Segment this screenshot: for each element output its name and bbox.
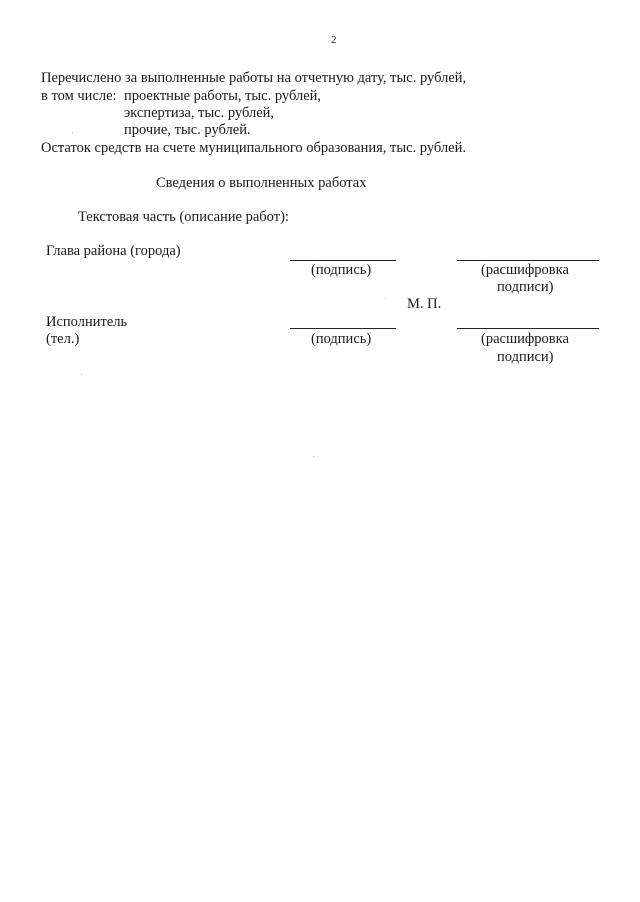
head-role-label: Глава района (города) [46, 243, 181, 259]
executor-decoding-caption-cont: подписи) [497, 349, 554, 365]
head-decoding-line[interactable] [457, 260, 599, 261]
seal-mark: М. П. [407, 296, 442, 312]
scan-speck [81, 374, 82, 375]
including-prefix: в том числе: [41, 88, 117, 104]
page-number: 2 [331, 34, 337, 46]
executor-decoding-caption: (расшифровка [481, 331, 569, 347]
head-signature-caption: (подпись) [311, 262, 372, 278]
head-decoding-caption: (расшифровка [481, 262, 569, 278]
text-part-label: Текстовая часть (описание работ): [78, 209, 289, 225]
scan-speck [313, 456, 314, 457]
executor-decoding-line[interactable] [457, 328, 599, 329]
scan-speck [72, 132, 73, 133]
executor-role-label: Исполнитель [46, 314, 128, 330]
head-signature-line[interactable] [290, 260, 396, 261]
design-works-item: проектные работы, тыс. рублей, [124, 88, 322, 104]
paid-amount-line: Перечислено за выполненные работы на отчетную дату, тыс. рублей, [41, 70, 467, 86]
balance-line: Остаток средств на счете муниципального образования, тыс. рублей. [41, 140, 466, 156]
executor-signature-caption: (подпись) [311, 331, 372, 347]
other-item: прочие, тыс. рублей. [124, 122, 251, 138]
works-section-title: Сведения о выполненных работах [156, 175, 367, 191]
head-decoding-caption-cont: подписи) [497, 279, 554, 295]
executor-phone-label: (тел.) [46, 331, 80, 347]
expertise-item: экспертиза, тыс. рублей, [124, 105, 275, 121]
executor-signature-line[interactable] [290, 328, 396, 329]
scan-speck [385, 298, 386, 299]
